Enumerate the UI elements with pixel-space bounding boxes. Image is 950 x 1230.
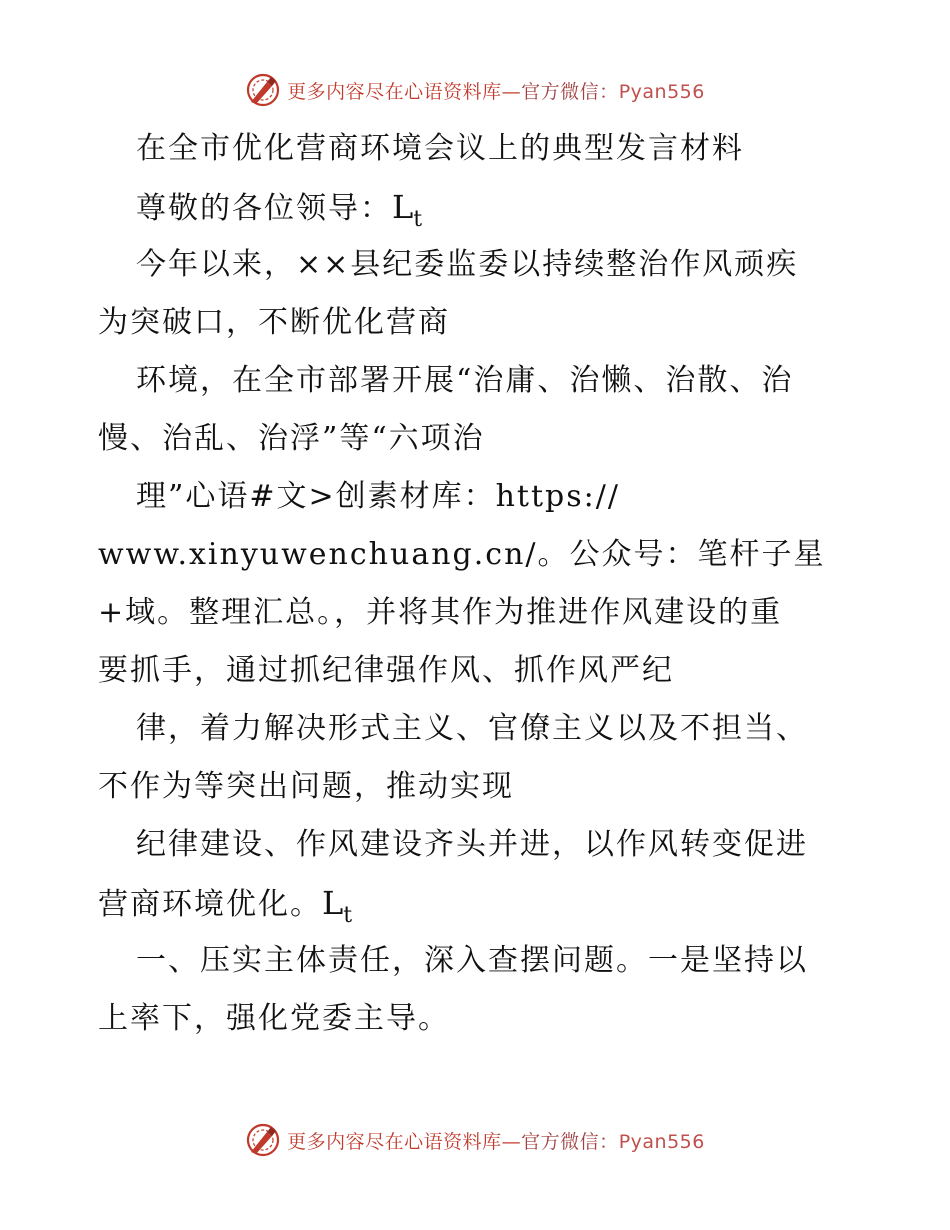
document-body: [98, 120, 858, 1048]
text-line: [98, 236, 858, 294]
line-text: 纪律建设、作风建设齐头并进，以作风转变促进: [136, 827, 808, 862]
paragraph-mark: [322, 884, 353, 928]
text-line: [98, 294, 858, 352]
line-text: www.xinyuwenchuang.cn/。公众号：笔杆子星: [98, 537, 826, 572]
banner-official-label: 官方微信：: [521, 80, 619, 103]
text-line: [98, 468, 858, 526]
banner-text: [287, 77, 705, 104]
banner-dash: —: [501, 1130, 522, 1153]
text-line: [98, 700, 858, 758]
text-line: [98, 990, 858, 1048]
pen-logo-icon: [245, 1122, 281, 1158]
line-text: 一、压实主体责任，深入查摆问题。一是坚持以: [136, 943, 808, 978]
footer-banner: [0, 1120, 950, 1160]
line-text: 尊敬的各位领导：: [136, 191, 392, 226]
line-text: 慢、治乱、治浮”等“六项治: [98, 421, 485, 456]
line-text: 营商环境优化。: [98, 887, 322, 922]
text-line: [98, 932, 858, 990]
paragraph-mark-sub: t: [343, 903, 353, 928]
line-text: 理”心语#文>创素材库：https://: [136, 479, 620, 514]
paragraph-mark: [392, 188, 423, 232]
banner-wechat-id: Pyan556: [618, 1130, 705, 1153]
text-line: [98, 642, 858, 700]
banner-wechat-id: Pyan556: [618, 80, 705, 103]
text-line: [98, 526, 858, 584]
paragraph-mark-base: L: [392, 188, 414, 226]
banner-official-label: 官方微信：: [521, 1130, 619, 1153]
header-banner: [0, 70, 950, 110]
line-text: 在全市优化营商环境会议上的典型发言材料: [136, 131, 744, 166]
banner-dash: —: [501, 80, 522, 103]
text-line: [98, 178, 858, 236]
banner-main-text: 更多内容尽在心语资料库: [287, 80, 502, 103]
line-text: 环境，在全市部署开展“治庸、治懒、治散、治: [136, 363, 794, 398]
text-line: [98, 410, 858, 468]
line-text: 为突破口，不断优化营商: [98, 305, 450, 340]
text-line: [98, 352, 858, 410]
text-line: [98, 816, 858, 874]
paragraph-mark-base: L: [322, 884, 344, 922]
line-text: 今年以来，××县纪委监委以持续整治作风顽疾: [136, 247, 799, 282]
line-text: 上率下，强化党委主导。: [98, 1001, 450, 1036]
paragraph-mark-sub: t: [413, 207, 423, 232]
text-line: [98, 874, 858, 932]
text-line: [98, 120, 858, 178]
line-text: 要抓手，通过抓纪律强作风、抓作风严纪: [98, 653, 674, 688]
line-text: +域。整理汇总。，并将其作为推进作风建设的重: [98, 595, 783, 630]
pen-logo-icon: [245, 72, 281, 108]
line-text: 律，着力解决形式主义、官僚主义以及不担当、: [136, 711, 808, 746]
banner-text: [287, 1127, 705, 1154]
banner-main-text: 更多内容尽在心语资料库: [287, 1130, 502, 1153]
line-text: 不作为等突出问题，推动实现: [98, 769, 514, 804]
text-line: [98, 758, 858, 816]
text-line: [98, 584, 858, 642]
